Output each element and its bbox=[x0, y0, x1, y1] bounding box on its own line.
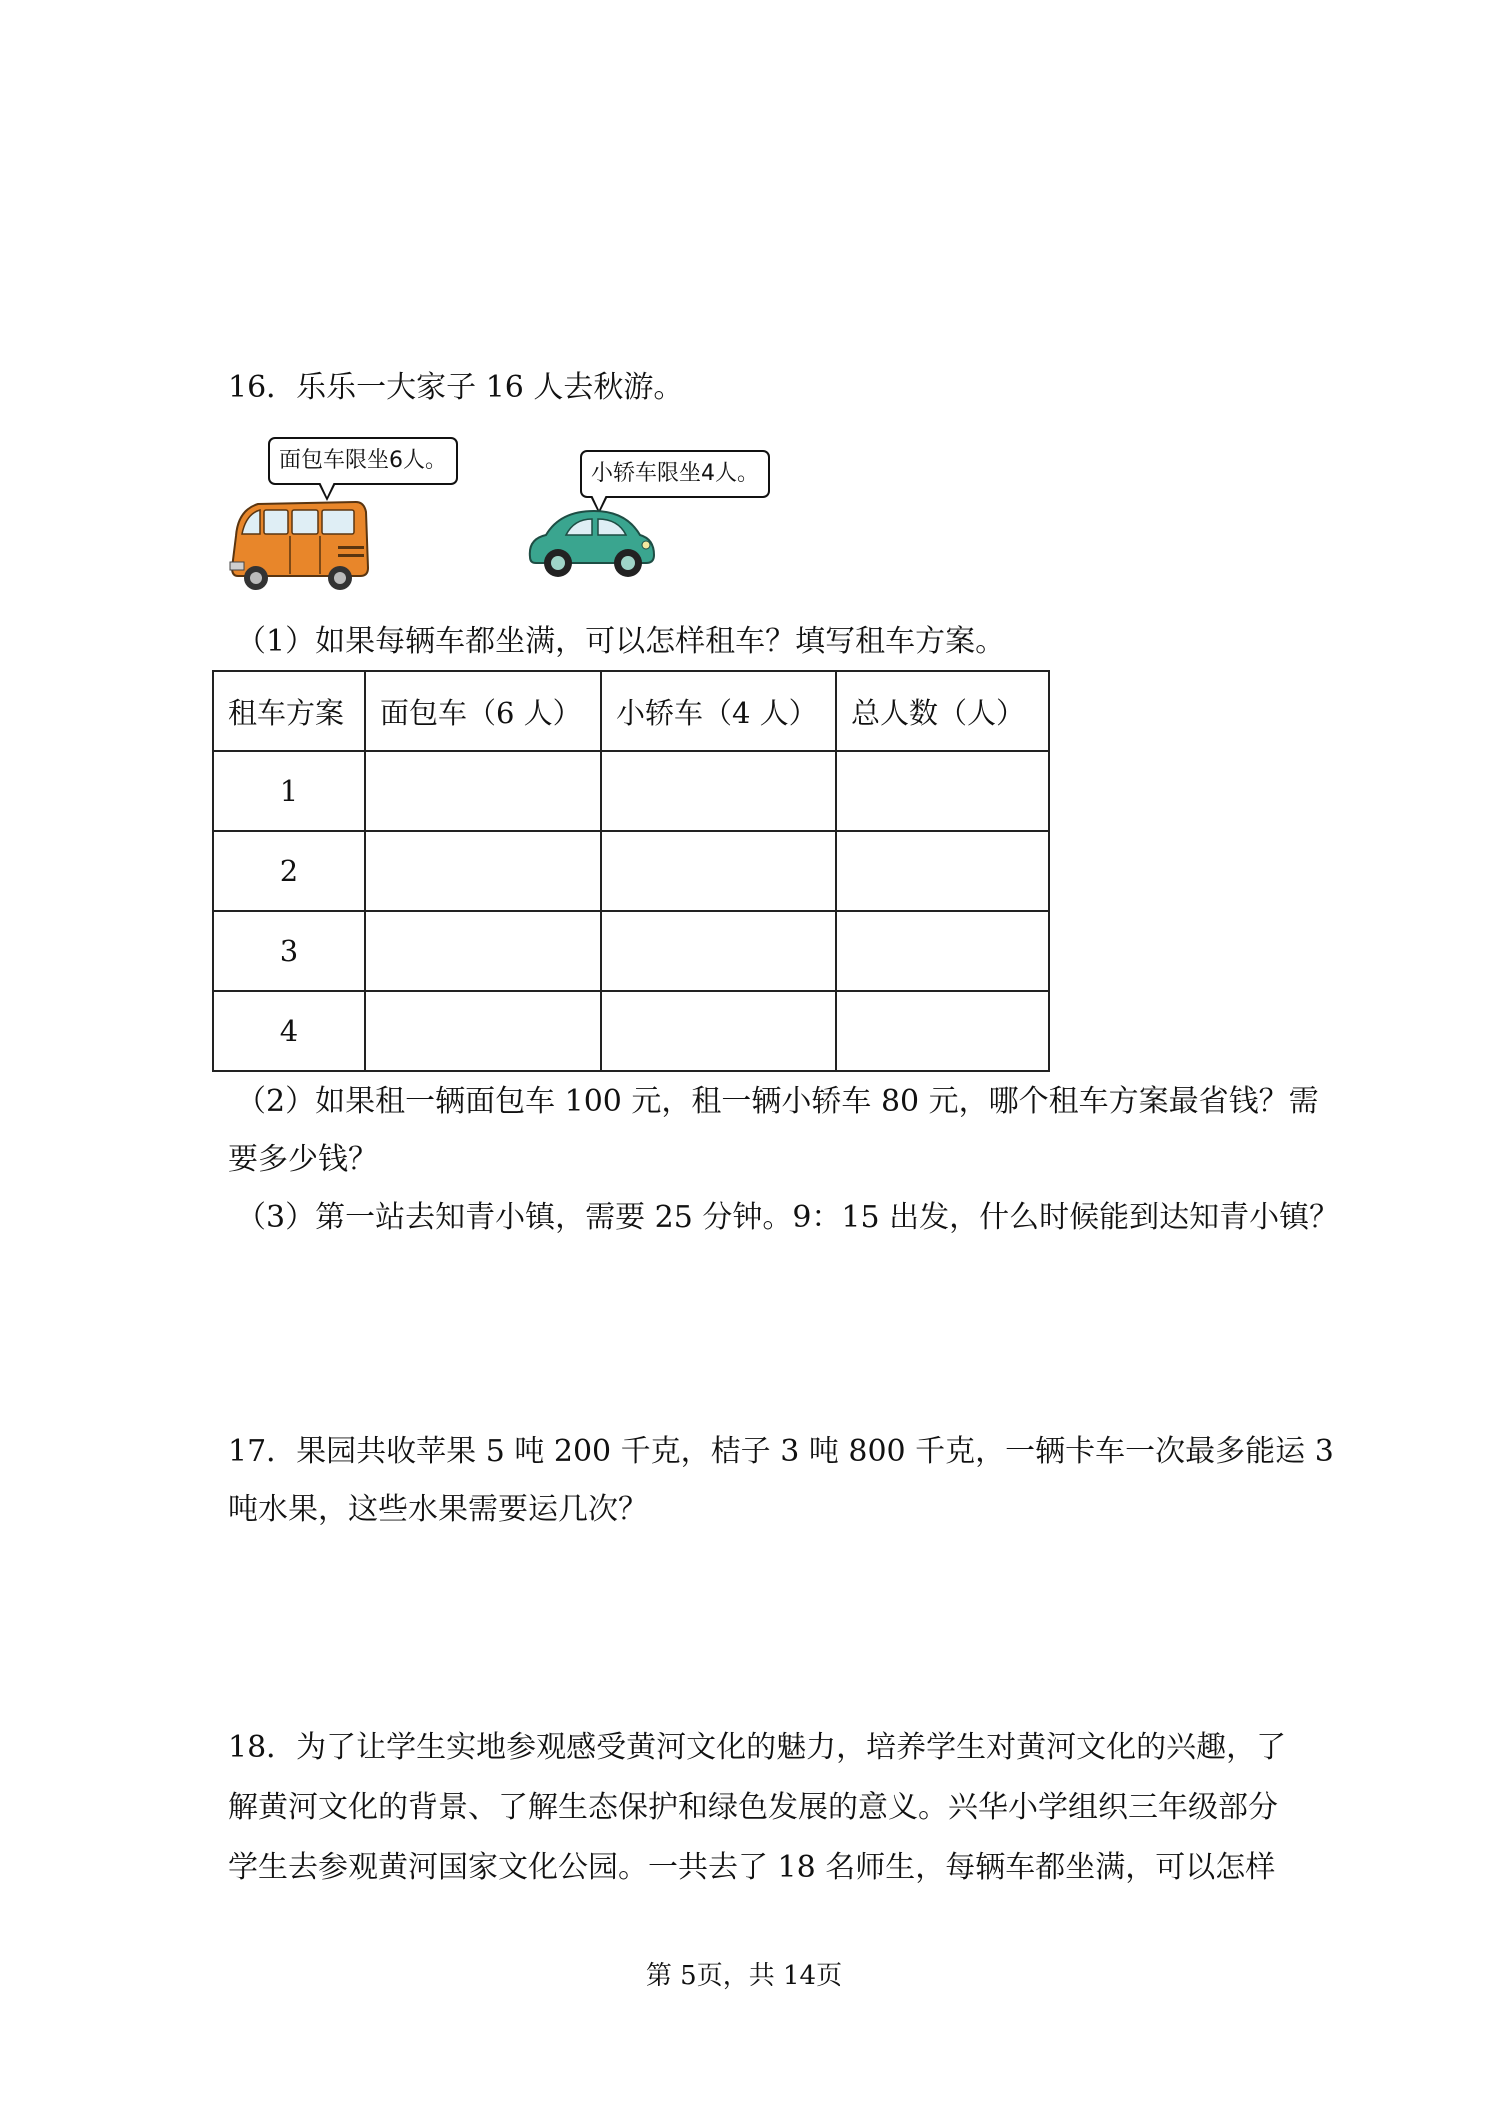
q17-line1: 17．果园共收苹果 5 吨 200 千克，桔子 3 吨 800 千克，一辆卡车一次最多能运 3 bbox=[228, 1434, 1334, 1469]
q18-line1: 18．为了让学生实地参观感受黄河文化的魅力，培养学生对黄河文化的兴趣，了 bbox=[228, 1730, 1287, 1765]
total-people-cell[interactable] bbox=[836, 831, 1049, 911]
car-illustration bbox=[522, 505, 660, 581]
q16-title: 16．乐乐一大家子 16 人去秋游。 bbox=[228, 370, 684, 405]
table-row bbox=[213, 751, 1049, 831]
car-count-cell[interactable] bbox=[601, 751, 836, 831]
van-count-cell[interactable] bbox=[365, 751, 601, 831]
q17-line2: 吨水果，这些水果需要运几次？ bbox=[228, 1492, 648, 1527]
car-count-cell[interactable] bbox=[601, 911, 836, 991]
q16-part3: （3）第一站去知青小镇，需要 25 分钟。9：15 出发，什么时候能到达知青小镇？ bbox=[236, 1200, 1340, 1235]
plan-number: 1 bbox=[213, 751, 365, 831]
table-row bbox=[213, 991, 1049, 1071]
table-row bbox=[213, 911, 1049, 991]
rental-plan-table bbox=[212, 670, 1050, 1072]
page-footer: 第 5页，共 14页 bbox=[645, 1961, 843, 1991]
total-people-cell[interactable] bbox=[836, 911, 1049, 991]
van-count-cell[interactable] bbox=[365, 831, 601, 911]
plan-number: 4 bbox=[213, 991, 365, 1071]
table-header-row bbox=[213, 671, 1049, 751]
van-speech-bubble: 面包车限坐6人。 bbox=[268, 437, 458, 485]
plan-number: 2 bbox=[213, 831, 365, 911]
q16-part1: （1）如果每辆车都坐满，可以怎样租车？填写租车方案。 bbox=[236, 624, 1006, 659]
header-total: 总人数（人） bbox=[836, 671, 1049, 751]
total-people-cell[interactable] bbox=[836, 751, 1049, 831]
q18-line3: 学生去参观黄河国家文化公园。一共去了 18 名师生，每辆车都坐满，可以怎样 bbox=[228, 1850, 1276, 1885]
car-count-cell[interactable] bbox=[601, 991, 836, 1071]
van-count-cell[interactable] bbox=[365, 911, 601, 991]
van-illustration bbox=[228, 496, 370, 594]
table-row bbox=[213, 831, 1049, 911]
plan-number: 3 bbox=[213, 911, 365, 991]
header-plan: 租车方案 bbox=[213, 671, 365, 751]
car-count-cell[interactable] bbox=[601, 831, 836, 911]
q16-part2-line2: 要多少钱？ bbox=[228, 1142, 378, 1177]
header-van: 面包车（6 人） bbox=[365, 671, 601, 751]
q18-line2: 解黄河文化的背景、了解生态保护和绿色发展的意义。兴华小学组织三年级部分 bbox=[228, 1790, 1278, 1825]
van-count-cell[interactable] bbox=[365, 991, 601, 1071]
car-speech-bubble: 小轿车限坐4人。 bbox=[580, 450, 770, 498]
header-car: 小轿车（4 人） bbox=[601, 671, 836, 751]
total-people-cell[interactable] bbox=[836, 991, 1049, 1071]
q16-part2-line1: （2）如果租一辆面包车 100 元，租一辆小轿车 80 元，哪个租车方案最省钱？需 bbox=[236, 1084, 1319, 1119]
